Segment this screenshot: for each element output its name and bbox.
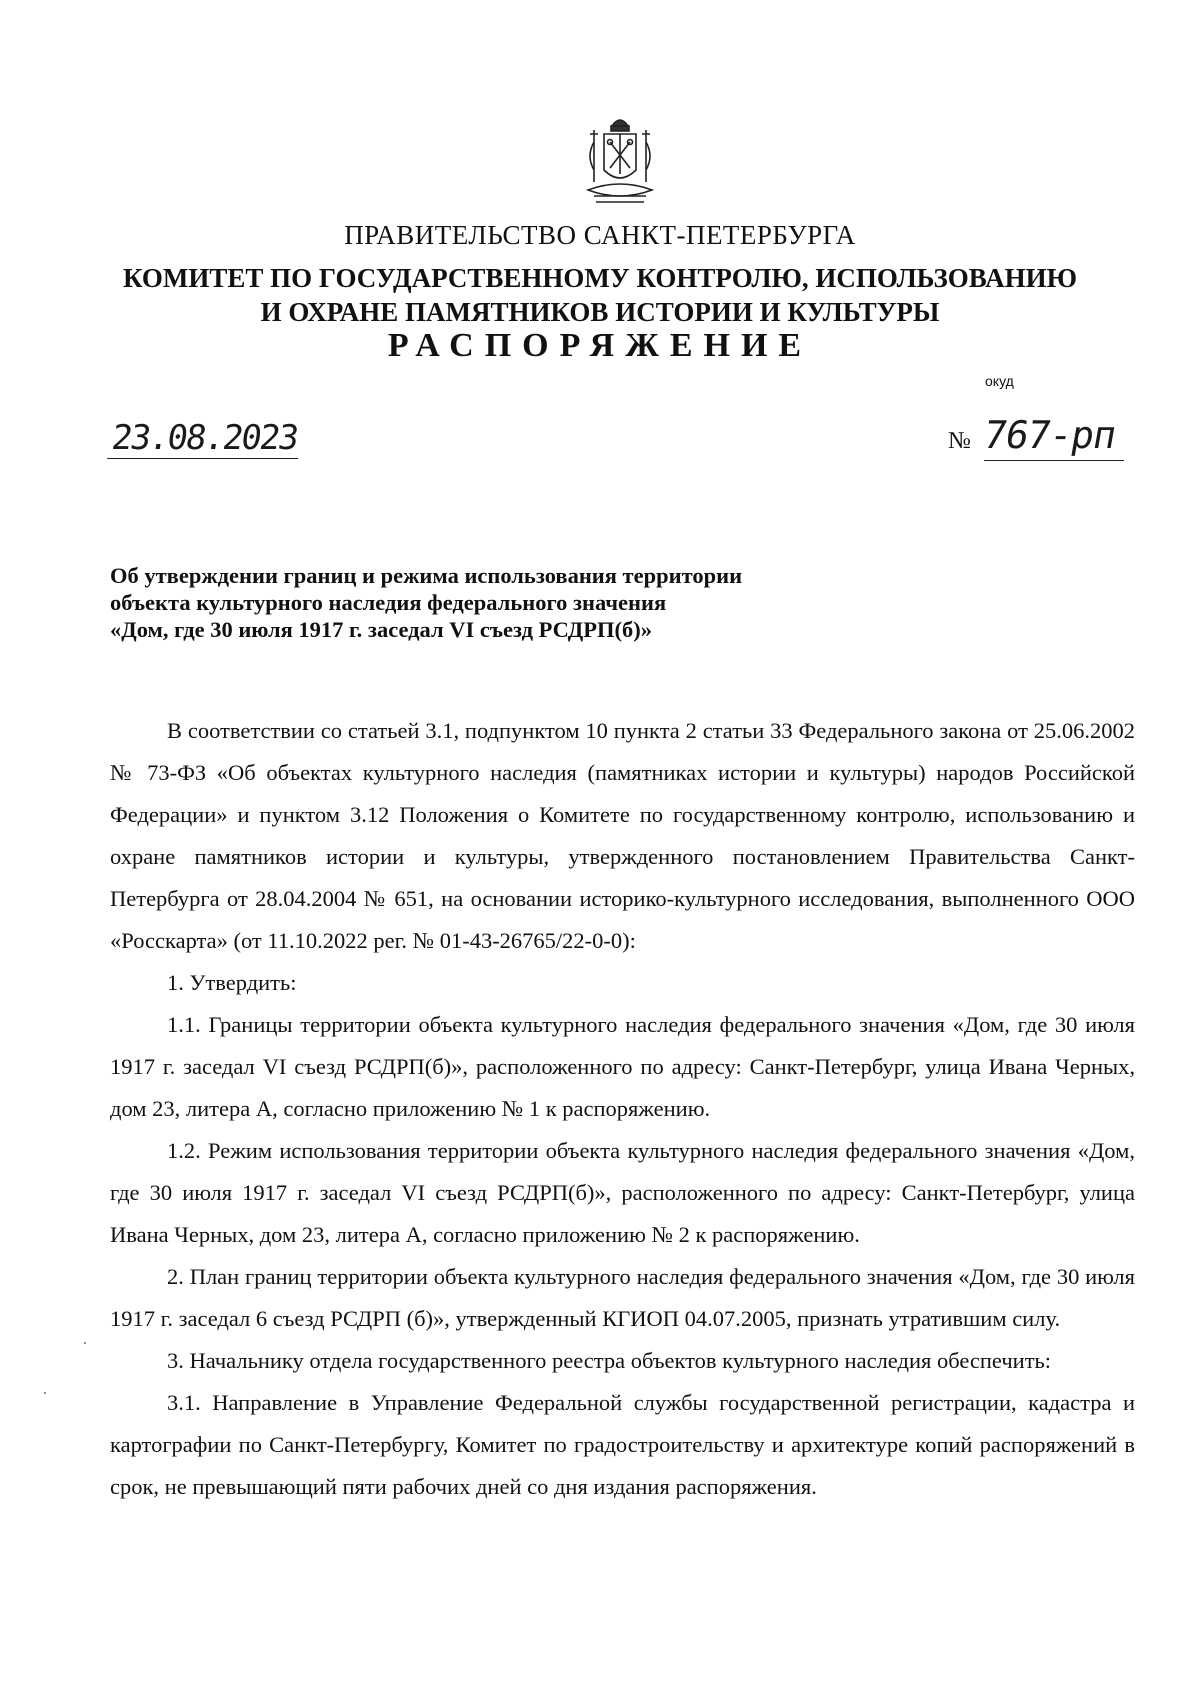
- subject-line-2: объекта культурного наследия федерального значения: [110, 590, 667, 615]
- committee-title-line-1: КОМИТЕТ ПО ГОСУДАРСТВЕННОМУ КОНТРОЛЮ, ИСПОЛЬЗОВАНИЮ: [123, 263, 1077, 293]
- document-date: 23.08.2023: [107, 418, 303, 459]
- number-underline: [984, 460, 1124, 461]
- subject-line-3: «Дом, где 30 июля 1917 г. заседал VI съезд РСДРП(б)»: [110, 617, 652, 642]
- document-number: 767-рп: [980, 413, 1120, 457]
- committee-title-line-2: И ОХРАНЕ ПАМЯТНИКОВ ИСТОРИИ И КУЛЬТУРЫ: [260, 297, 940, 327]
- document-body: [110, 710, 1135, 1508]
- paragraph-3: 3. Начальнику отдела государственного реестра объектов культурного наследия обеспечить:: [167, 1348, 1052, 1373]
- paragraph-1-2: 1.2. Режим использования территории объекта культурного наследия федерального значения «Дом, где 30 июля 1917 г. заседал VI съезд РСДРП(б)», расположенного по адресу: Санкт-Петербург, улица Ивана Черных, дом 23, литера А, согласно приложению № 2 к распоряжению.: [110, 1138, 1135, 1247]
- paragraph-preamble: В соответствии со статьей 3.1, подпунктом 10 пункта 2 статьи 33 Федерального закона от 25.06.2002 № 73-ФЗ «Об объектах культурного наследия (памятниках истории и культуры) народов Российской Федерации» и пунктом 3.12 Положения о Комитете по государственному контролю, использованию и охране памятников истории и культуры, утвержденного постановлением Правительства Санкт-Петербурга от 28.04.2004 № 651, на основании историко-культурного исследования, выполненного ООО «Росскарта» (от 11.10.2022 рег. № 01-43-26765/22-0-0):: [110, 718, 1135, 953]
- paragraph-3-1: 3.1. Направление в Управление Федеральной службы государственной регистрации, кадастра и картографии по Санкт-Петербургу, Комитет по градостроительству и архитектуре копий распоряжений в срок, не превышающий пяти рабочих дней со дня издания распоряжения.: [110, 1390, 1135, 1499]
- committee-title: [0, 261, 1200, 329]
- subject-line-1: Об утверждении границ и режима использования территории: [110, 563, 743, 588]
- government-title: ПРАВИТЕЛЬСТВО САНКТ-ПЕТЕРБУРГА: [344, 220, 856, 250]
- document-subject: [110, 562, 742, 643]
- document-type: РАСПОРЯЖЕНИЕ: [387, 327, 813, 364]
- paragraph-2: 2. План границ территории объекта культурного наследия федерального значения «Дом, где 30 июля 1917 г. заседал 6 съезд РСДРП (б)», утвержденный КГИОП 04.07.2005, признать утратившим силу.: [110, 1264, 1135, 1331]
- paragraph-1: 1. Утвердить:: [167, 970, 297, 995]
- scan-speck: [84, 1342, 86, 1344]
- paragraph-1-1: 1.1. Границы территории объекта культурного наследия федерального значения «Дом, где 30 июля 1917 г. заседал VI съезд РСДРП(б)», расположенного по адресу: Санкт-Петербург, улица Ивана Черных, дом 23, литера А, согласно приложению № 1 к распоряжению.: [110, 1012, 1135, 1121]
- number-sign: №: [948, 428, 971, 454]
- scan-speck: [44, 1392, 46, 1394]
- okud-label: окуд: [985, 373, 1014, 389]
- coat-of-arms-emblem: [580, 112, 660, 212]
